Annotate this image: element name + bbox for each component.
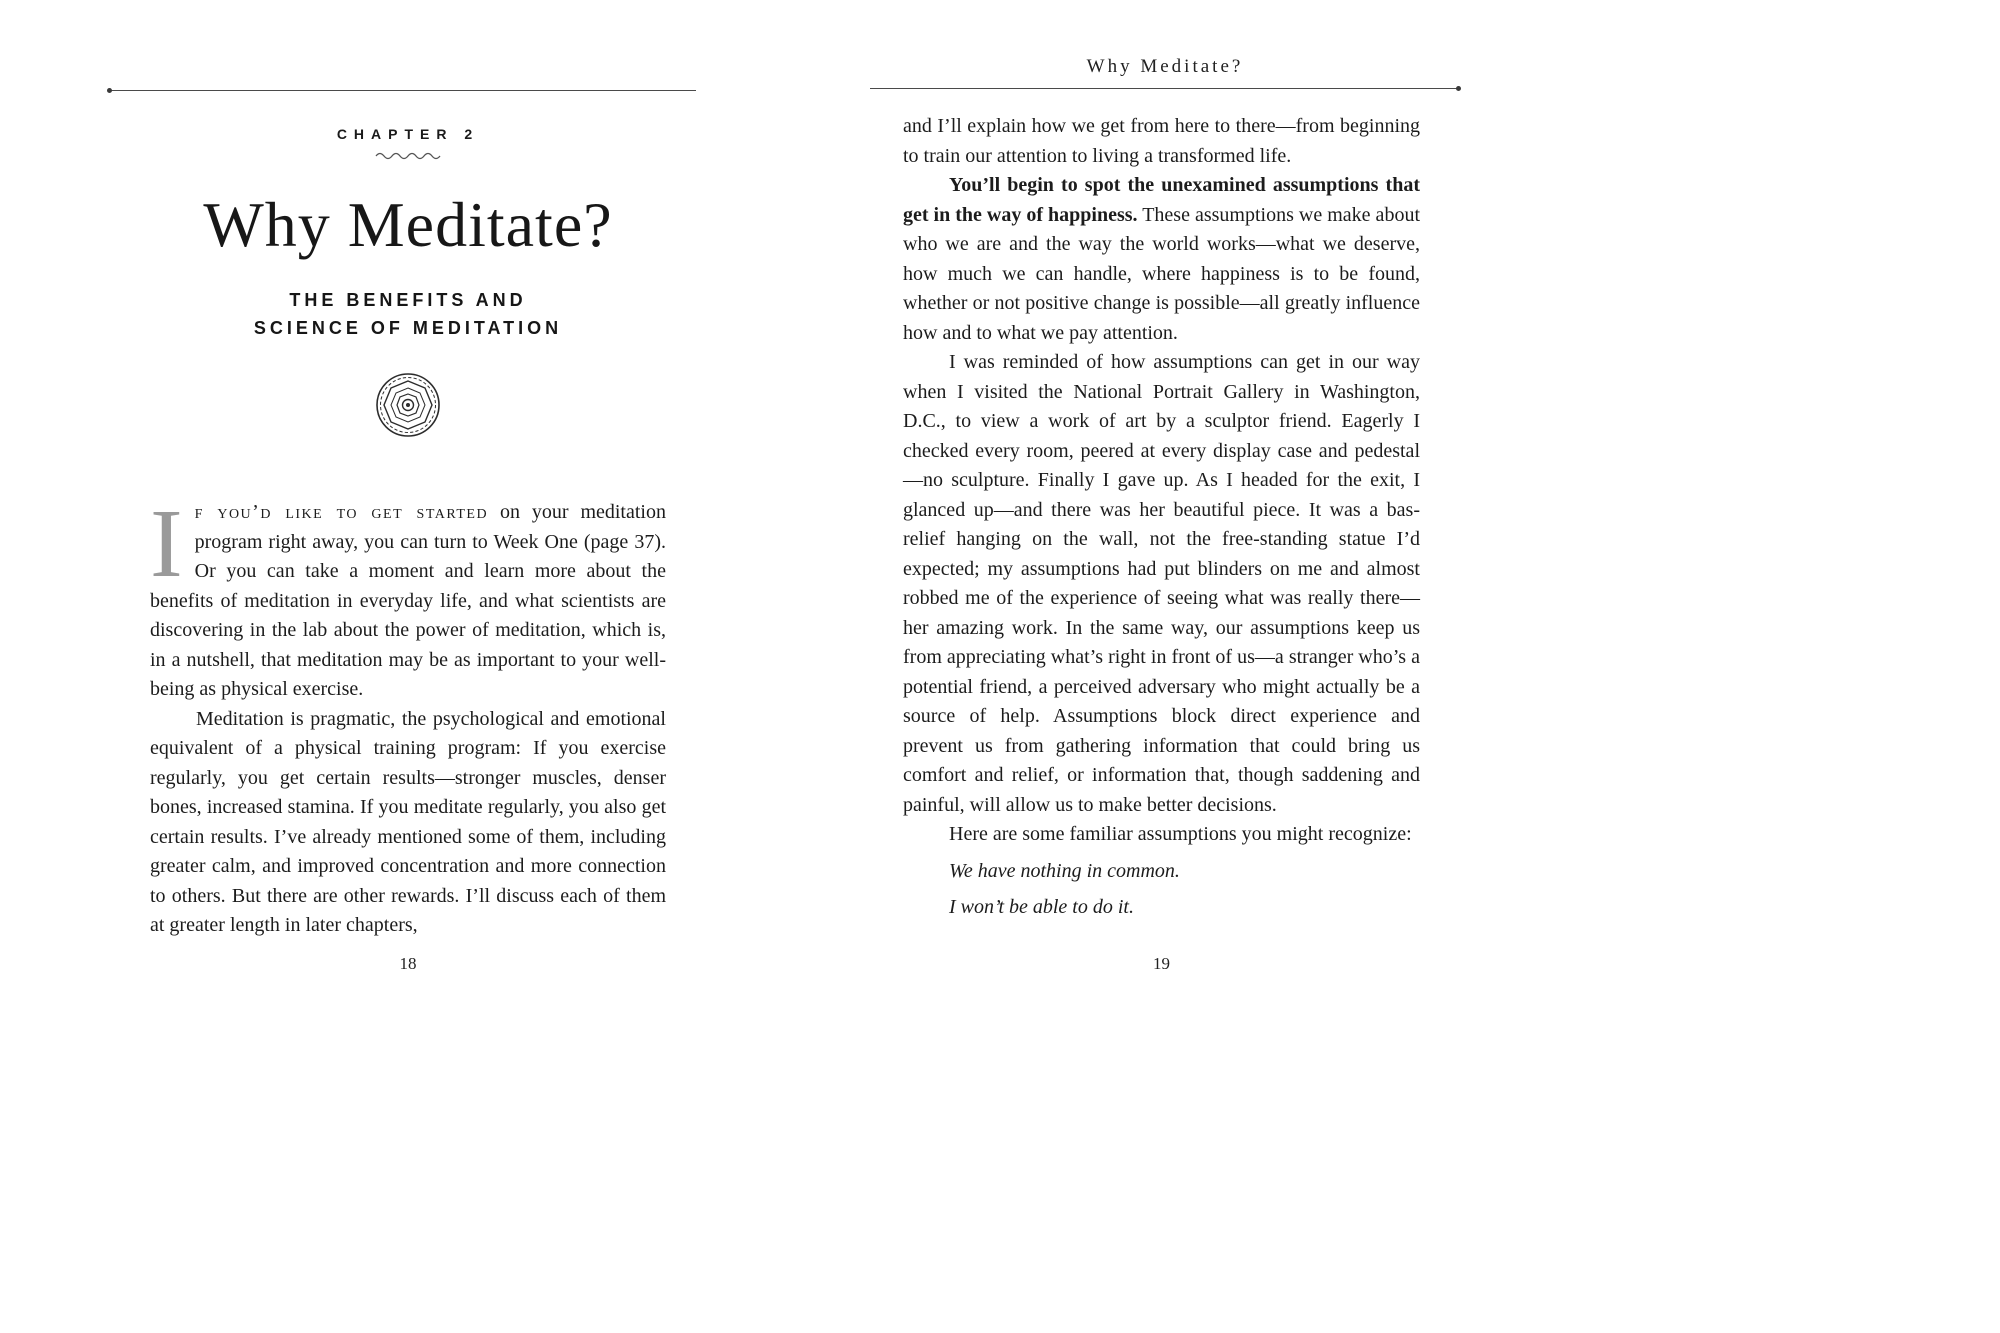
paragraph	[150, 490, 666, 705]
page-title: Why Meditate?	[203, 189, 613, 260]
assumption-item: We have nothing in common.	[949, 859, 1180, 882]
assumption-item: I won’t be able to do it.	[949, 896, 1134, 918]
bold-lead: You’ll begin to spot the unexamined assumptions that get in the way of happiness.	[903, 174, 1420, 226]
paragraph-text: These assumptions we make about who we are and the way the world works—what we deserve, how much we can handle, where happiness is to be found, whether or not positive change is possible—all greatly influence how and to what we pay attention.	[903, 203, 1420, 344]
paragraph-text: on your meditation program right away, you can turn to Week One (page 37). Or you can take a moment and learn more about the benefits of meditation in everyday life, and what scientists are discovering in the lab about the power of meditation, which is, in a nutshell, that meditation may be as important to your well-being as physical exercise.	[150, 501, 666, 700]
subtitle-line-1: THE BENEFITS AND	[289, 290, 527, 310]
chapter-ornament	[150, 372, 666, 443]
page-number-left: 18	[399, 954, 417, 973]
chapter-label: CHAPTER 2	[336, 126, 480, 142]
chapter-subtitle	[150, 286, 666, 342]
paragraph: I was reminded of how assumptions can get in our way when I visited the National Portrait Gallery in Washington, D.C., to view a work of art by a sculptor friend. Eagerly I checked every room, peered at every display case and pedestal—no sculpture. Finally I gave up. As I headed for the exit, I glanced up—and there was her beautiful piece. It was a bas-relief hanging on the wall, not the free-standing statue I’d expected; my assumptions had put blinders on me and almost robbed me of the experience of seeing what was really there—her amazing work. In the same way, our assumptions keep us from appreciating what’s right in front of us—a stranger who’s a potential friend, a perceived adversary who might actually be a source of help. Assumptions block direct experience and prevent us from gathering information that could bring us comfort and relief, or information that, though saddening and painful, will allow us to make better decisions.	[903, 351, 1420, 816]
rule-end-dot	[1456, 86, 1461, 91]
squiggle-icon	[373, 151, 443, 161]
paragraph: Here are some familiar assumptions you might recognize:	[949, 823, 1412, 845]
paragraph: and I’ll explain how we get from here to there—from beginning to train our attention to living a transformed life.	[903, 115, 1420, 167]
chapter-ornament-icon	[375, 372, 441, 438]
squiggle-ornament	[150, 148, 666, 166]
rule-end-dot	[107, 88, 112, 93]
page-number-right: 19	[1153, 954, 1170, 973]
left-page-rule	[108, 90, 696, 91]
right-page-body	[903, 112, 1420, 923]
paragraph: Meditation is pragmatic, the psychological and emotional equivalent of a physical training program: If you exercise regularly, you get certain results—stronger muscles, denser bones, increased stamina. If you meditate regularly, you also get certain results. I’ve already mentioned some of them, including greater calm, and improved concentration and more connection to others. But there are other rewards. I’ll discuss each of them at greater length in later chapters,	[150, 707, 666, 936]
paragraph	[903, 171, 1420, 348]
dropcap: I	[150, 490, 183, 598]
right-page-rule	[870, 88, 1460, 89]
subtitle-line-2: SCIENCE OF MEDITATION	[253, 318, 563, 338]
running-header: Why Meditate?	[1086, 56, 1244, 77]
left-page-body	[150, 490, 666, 941]
smallcaps-opening: f you’d like to get started	[194, 501, 489, 523]
